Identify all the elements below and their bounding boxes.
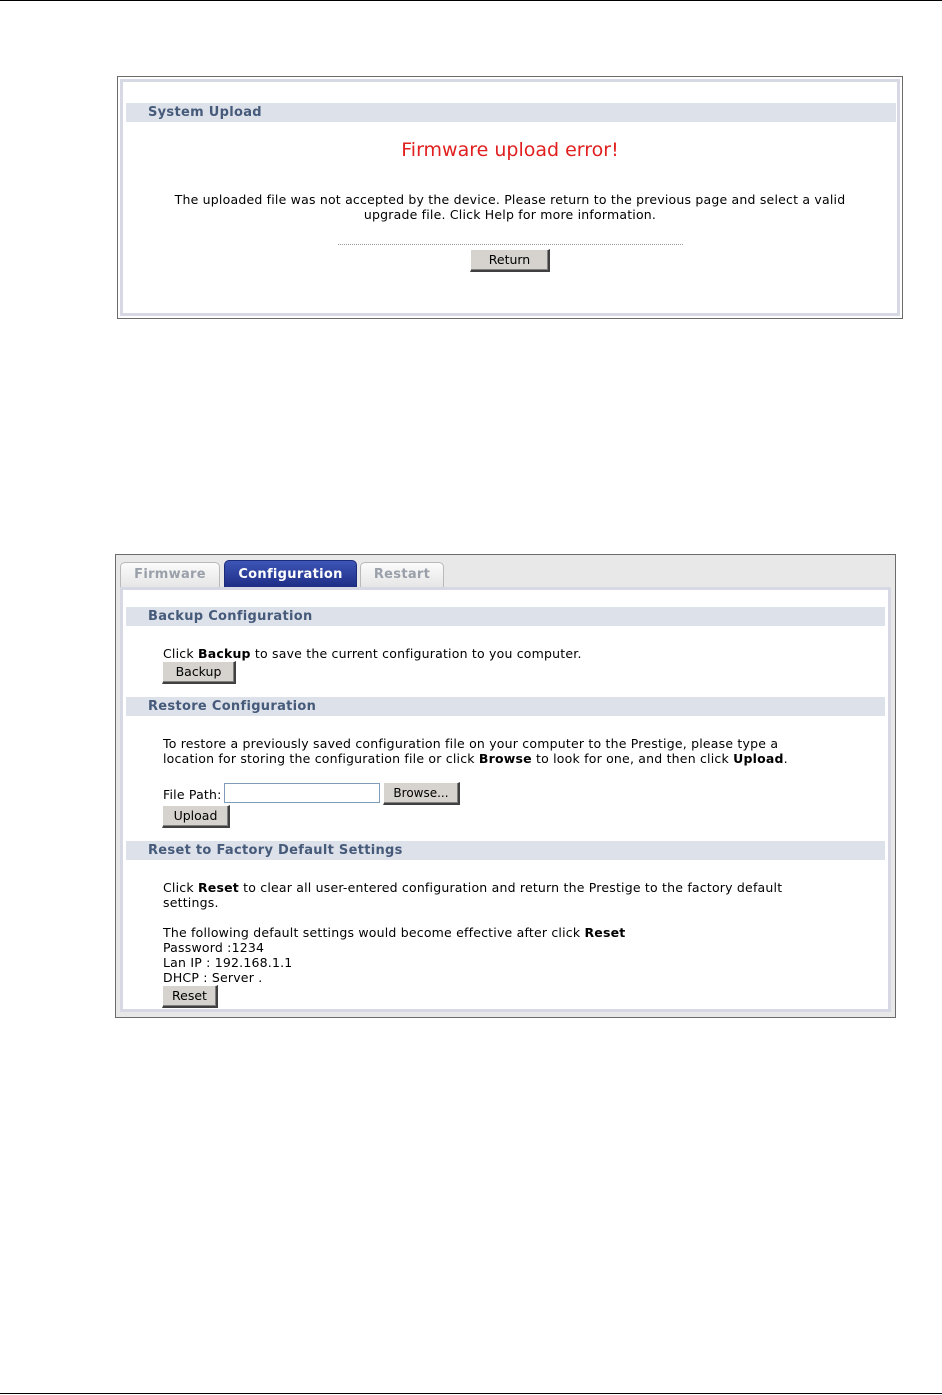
- upload-button[interactable]: Upload: [162, 805, 230, 828]
- reset-instructions-line-2: settings.: [163, 895, 219, 910]
- firmware-error-title: Firmware upload error!: [401, 139, 619, 161]
- configuration-content: [120, 587, 891, 1012]
- tab-configuration[interactable]: Configuration: [224, 560, 357, 588]
- browse-button[interactable]: Browse...: [383, 782, 460, 805]
- error-message-line-1: The uploaded file was not accepted by the device. Please return to the previous page and select a valid: [174, 192, 846, 207]
- return-button[interactable]: Return: [470, 249, 550, 272]
- reset-instructions-line-1: Click Reset to clear all user-entered configuration and return the Prestige to the factory default: [163, 880, 783, 895]
- system-upload-frame: [120, 79, 900, 316]
- restore-instructions-line-2: location for storing the configuration file or click Browse to look for one, and then click Upload.: [163, 751, 788, 766]
- backup-button[interactable]: Backup: [162, 661, 236, 684]
- dotted-divider: [338, 244, 683, 245]
- section-title-reset: Reset to Factory Default Settings: [126, 841, 885, 860]
- backup-instructions: Click Backup to save the current configuration to you computer.: [163, 646, 582, 661]
- reset-defaults-intro: The following default settings would become effective after click Reset: [163, 925, 626, 940]
- section-title-restore: Restore Configuration: [126, 697, 885, 716]
- default-password: Password :1234: [163, 940, 265, 955]
- firmware-error-message: [153, 192, 867, 222]
- reset-button[interactable]: Reset: [162, 985, 218, 1008]
- page-bottom-rule: [0, 1393, 942, 1394]
- section-title-backup: Backup Configuration: [126, 607, 885, 626]
- error-message-line-2: upgrade file. Click Help for more information.: [363, 207, 657, 222]
- section-title-system-upload: System Upload: [126, 103, 896, 122]
- default-dhcp: DHCP : Server .: [163, 970, 263, 985]
- file-path-label: File Path:: [163, 787, 222, 802]
- system-upload-panel: [117, 76, 903, 319]
- tab-firmware[interactable]: Firmware: [120, 562, 220, 587]
- configuration-panel: [115, 554, 896, 1018]
- page-top-rule: [0, 0, 942, 1]
- restore-instructions-line-1: To restore a previously saved configuration file on your computer to the Prestige, please type a: [163, 736, 779, 751]
- file-path-input[interactable]: [224, 783, 380, 803]
- tab-restart[interactable]: Restart: [360, 562, 444, 587]
- default-lan-ip: Lan IP : 192.168.1.1: [163, 955, 293, 970]
